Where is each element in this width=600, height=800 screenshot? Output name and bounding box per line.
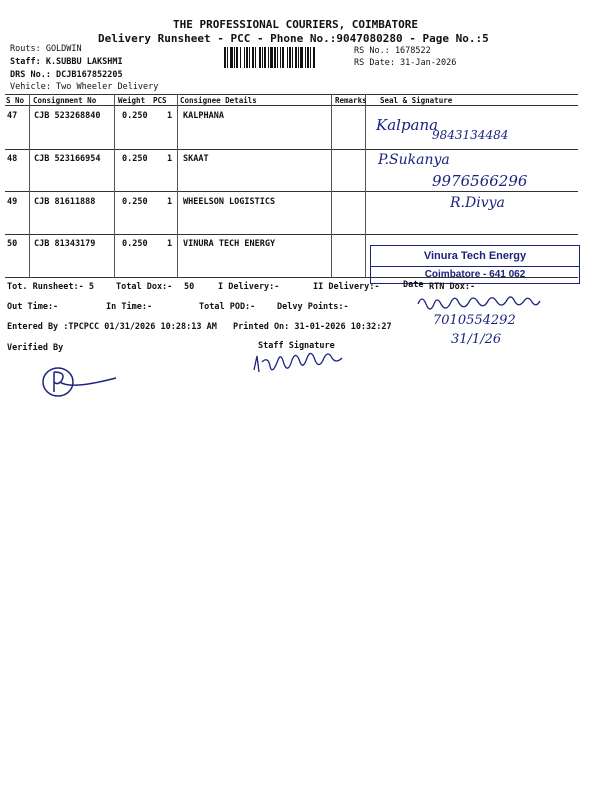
routs-label: Routs: GOLDWIN bbox=[10, 44, 82, 54]
date-label: Date bbox=[403, 280, 424, 290]
out-time-label: Out Time:- bbox=[7, 302, 59, 312]
barcode-bar bbox=[295, 47, 297, 68]
barcode-bar bbox=[230, 47, 233, 68]
ii-delivery-label: II Delivery:- bbox=[313, 282, 380, 292]
barcode-bar bbox=[270, 47, 273, 68]
verifier-signature bbox=[40, 362, 120, 402]
staff-label: Staff: K.SUBBU LAKSHMI bbox=[10, 57, 123, 67]
rs-date: RS Date: 31-Jan-2026 bbox=[354, 58, 457, 68]
rtn-dox-label: RTN Dox:- bbox=[429, 282, 476, 292]
handwritten-name-49: R.Divya bbox=[450, 195, 505, 211]
row-49-consignee: WHEELSON LOGISTICS bbox=[183, 197, 276, 207]
barcode-bar bbox=[300, 47, 303, 68]
row-49-pcs: 1 bbox=[167, 197, 173, 207]
row-50-consignee: VINURA TECH ENERGY bbox=[183, 239, 276, 249]
barcode-bar bbox=[310, 47, 311, 68]
barcode-bar bbox=[234, 47, 235, 68]
row-47-weight: 0.250 bbox=[122, 111, 148, 121]
barcode-bar bbox=[259, 47, 261, 68]
barcode-bar bbox=[262, 47, 263, 68]
row-48-consignment: CJB 523166954 bbox=[34, 154, 101, 164]
verified-by-label: Verified By bbox=[7, 343, 64, 353]
barcode-bar bbox=[240, 47, 241, 68]
row-47-pcs: 1 bbox=[167, 111, 173, 121]
staff-signature-label: Staff Signature bbox=[258, 341, 335, 351]
barcode-bar bbox=[305, 47, 306, 68]
printed-on: Printed On: 31-01-2026 10:32:27 bbox=[233, 322, 392, 332]
barcode-bar bbox=[224, 47, 226, 68]
row-48-weight: 0.250 bbox=[122, 154, 148, 164]
row-47-sno: 47 bbox=[7, 111, 18, 121]
row-48-sno: 48 bbox=[7, 154, 18, 164]
barcode-bar bbox=[252, 47, 254, 68]
header-sno: S No bbox=[6, 96, 25, 105]
header-pcs: PCS bbox=[153, 96, 167, 105]
entered-by: Entered By :TPCPCC 01/31/2026 10:28:13 AM bbox=[7, 322, 217, 332]
staff-signature bbox=[250, 350, 360, 378]
handwritten-tamil-name bbox=[415, 290, 560, 314]
header-consignment: Consignment No bbox=[33, 96, 97, 105]
handwritten-phone-48: 9976566296 bbox=[432, 172, 528, 190]
row-49-consignment: CJB 81611888 bbox=[34, 197, 96, 207]
company-stamp bbox=[370, 245, 580, 284]
barcode-bar bbox=[227, 47, 228, 68]
barcode-bar bbox=[280, 47, 281, 68]
barcode-bar bbox=[274, 47, 276, 68]
barcode-bar bbox=[292, 47, 293, 68]
barcode-bar bbox=[287, 47, 288, 68]
i-delivery-label: I Delivery:- bbox=[218, 282, 280, 292]
handwritten-name-47: Kalpana bbox=[376, 116, 439, 134]
document-title: THE PROFESSIONAL COURIERS, COIMBATORE bbox=[173, 18, 419, 31]
rs-number: RS No.: 1678522 bbox=[354, 46, 431, 56]
handwritten-stamp-phone: 7010554292 bbox=[433, 313, 516, 328]
handwritten-phone-47: 9843134484 bbox=[432, 128, 509, 142]
header-seal-signature: Seal & Signature bbox=[380, 96, 453, 105]
barcode bbox=[224, 47, 350, 68]
barcode-bar bbox=[307, 47, 309, 68]
header-weight: Weight bbox=[118, 96, 146, 105]
header-remarks: Remarks bbox=[335, 96, 367, 105]
row-48-consignee: SKAAT bbox=[183, 154, 209, 164]
stamp-company-name: Vinura Tech Energy bbox=[371, 246, 579, 267]
total-runsheet: Tot. Runsheet:- 5 bbox=[7, 282, 94, 292]
row-50-pcs: 1 bbox=[167, 239, 173, 249]
barcode-bar bbox=[268, 47, 269, 68]
barcode-bar bbox=[246, 47, 248, 68]
row-49-sno: 49 bbox=[7, 197, 18, 207]
handwritten-name-48: P.Sukanya bbox=[378, 152, 450, 168]
document-subtitle: Delivery Runsheet - PCC - Phone No.:9047080280 - Page No.:5 bbox=[98, 32, 489, 45]
row-50-consignment: CJB 81343179 bbox=[34, 239, 96, 249]
barcode-bar bbox=[289, 47, 291, 68]
total-dox-value: 50 bbox=[184, 282, 195, 292]
barcode-bar bbox=[264, 47, 266, 68]
total-dox-label: Total Dox:- bbox=[116, 282, 173, 292]
in-time-label: In Time:- bbox=[106, 302, 153, 312]
barcode-bar bbox=[244, 47, 245, 68]
header-consignee: Consignee Details bbox=[180, 96, 257, 105]
stamp-city: Coimbatore - 641 062 bbox=[424, 269, 526, 280]
delvy-points-label: Delvy Points:- bbox=[277, 302, 349, 312]
row-47-consignment: CJB 523268840 bbox=[34, 111, 101, 121]
drs-number: DRS No.: DCJB167852205 bbox=[10, 70, 123, 80]
row-49-weight: 0.250 bbox=[122, 197, 148, 207]
row-50-weight: 0.250 bbox=[122, 239, 148, 249]
barcode-bar bbox=[298, 47, 299, 68]
vehicle-label: Vehicle: Two Wheeler Delivery bbox=[10, 82, 159, 92]
barcode-bar bbox=[277, 47, 278, 68]
handwritten-stamp-date: 31/1/26 bbox=[451, 332, 502, 347]
barcode-bar bbox=[249, 47, 250, 68]
row-50-sno: 50 bbox=[7, 239, 18, 249]
barcode-bar bbox=[313, 47, 315, 68]
row-48-pcs: 1 bbox=[167, 154, 173, 164]
barcode-bar bbox=[236, 47, 238, 68]
barcode-bar bbox=[255, 47, 256, 68]
barcode-bar bbox=[282, 47, 284, 68]
row-47-consignee: KALPHANA bbox=[183, 111, 224, 121]
total-pod-label: Total POD:- bbox=[199, 302, 256, 312]
